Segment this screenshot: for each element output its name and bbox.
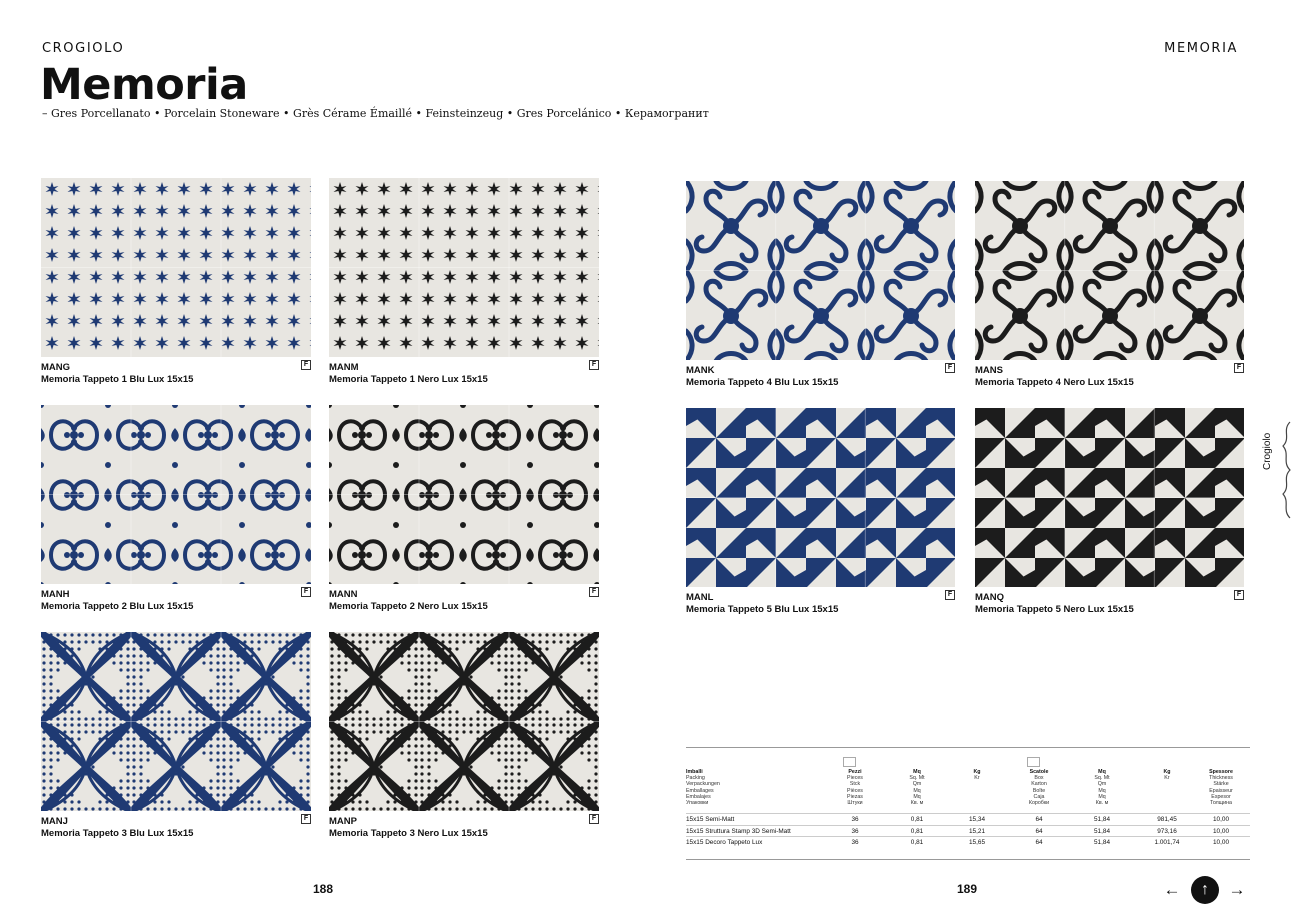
- tile-card[interactable]: [41, 178, 311, 385]
- table-cell: 64: [1035, 827, 1043, 835]
- header-translation: Box: [1034, 775, 1044, 782]
- table-cell: 981,45: [1157, 816, 1177, 823]
- table-header-cell: [1201, 769, 1241, 806]
- tile-code: MANK: [686, 365, 715, 376]
- side-ornament: [1282, 420, 1291, 520]
- carton-stack-icon: [1027, 757, 1040, 767]
- series-header-right: MEMORIA: [1164, 41, 1238, 56]
- table-header-cell: [900, 769, 934, 806]
- arrow-up-icon: ↑: [1201, 881, 1209, 898]
- table-rule-bottom: [686, 859, 1250, 860]
- tile-name: Memoria Tappeto 4 Nero Lux 15x15: [975, 377, 1134, 388]
- page-number-right: 189: [957, 882, 978, 896]
- tile-card[interactable]: [975, 408, 1244, 615]
- tile-name: Memoria Tappeto 5 Nero Lux 15x15: [975, 604, 1134, 615]
- page-number-left: 188: [313, 882, 334, 896]
- header-translation: Pièces: [847, 787, 863, 794]
- header-translation: Stärke: [1213, 781, 1229, 788]
- header-translation: Thickness: [1209, 775, 1233, 782]
- header-translation: Piezas: [847, 793, 863, 800]
- header-translation: Embalajes: [686, 793, 711, 800]
- header-label: Pezzi: [848, 769, 862, 775]
- header-translation: Pieces: [847, 775, 863, 782]
- tile-card[interactable]: [41, 632, 311, 839]
- table-cell: 10,00: [1213, 839, 1229, 846]
- arrow-left-icon: ←: [1163, 880, 1181, 899]
- tile-code: MANP: [329, 816, 357, 827]
- back-to-top-button[interactable]: [1191, 876, 1219, 904]
- header-translation: Qm: [1097, 781, 1107, 788]
- header-translation: Кв. м: [910, 800, 924, 807]
- table-cell: 15x15 Decoro Tappeto Lux: [686, 839, 763, 846]
- header-translation: Caja: [1033, 793, 1045, 800]
- table-header-cell: [962, 769, 992, 781]
- table-header-cell: [1147, 769, 1187, 781]
- material-subtitle: – Gres Porcellanato • Porcelain Stoneware • Grès Cérame Émaillé • Feinsteinzeug • Gres Porcelánico • Керамогранит: [42, 107, 709, 120]
- tile-name: Memoria Tappeto 1 Blu Lux 15x15: [41, 374, 194, 385]
- table-cell: 15,34: [969, 816, 985, 823]
- tile-name: Memoria Tappeto 1 Nero Lux 15x15: [329, 374, 488, 385]
- tile-swatch: [41, 178, 311, 357]
- tile-card[interactable]: [686, 181, 955, 388]
- finish-badge: F: [1234, 590, 1244, 600]
- tile-name: Memoria Tappeto 4 Blu Lux 15x15: [686, 377, 839, 388]
- finish-badge: F: [589, 360, 599, 370]
- page-title: Memoria: [40, 60, 248, 110]
- arrow-right-icon: →: [1228, 880, 1246, 899]
- header-translation: Boîte: [1032, 787, 1046, 794]
- finish-badge: F: [589, 587, 599, 597]
- header-label: Kg: [1163, 769, 1171, 775]
- header-translation: Kг: [974, 775, 980, 782]
- table-cell: 51,84: [1094, 839, 1110, 846]
- table-cell: 36: [851, 839, 859, 846]
- header-label: Spessore: [1209, 769, 1233, 775]
- table-cell: 15x15 Struttura Stamp 3D Semi-Matt: [686, 827, 791, 835]
- brand-name: CROGIOLO: [42, 41, 125, 56]
- header-translation: Epaisseur: [1209, 787, 1233, 794]
- tile-code: MANJ: [41, 816, 68, 827]
- header-translation: Упаковки: [686, 800, 709, 807]
- finish-badge: F: [301, 360, 311, 370]
- header-translation: Sq. Mt: [1094, 775, 1110, 782]
- prev-page-button[interactable]: [1160, 876, 1184, 904]
- table-cell: 0,81: [910, 839, 924, 846]
- header-label: Mq: [913, 769, 921, 775]
- tile-card[interactable]: [329, 405, 599, 612]
- table-cell: 1.001,74: [1154, 839, 1180, 846]
- header-translation: Qm: [912, 781, 922, 788]
- tile-swatch: [686, 408, 955, 587]
- table-cell: 51,84: [1094, 816, 1110, 823]
- table-header-cell: [1085, 769, 1119, 806]
- header-label: Mq: [1098, 769, 1106, 775]
- finish-badge: F: [589, 814, 599, 824]
- tile-code: MANQ: [975, 592, 1005, 603]
- table-cell: 10,00: [1213, 827, 1229, 835]
- header-translation: Mq: [1098, 787, 1106, 794]
- tile-swatch: [686, 181, 955, 360]
- header-translation: Mq: [913, 793, 921, 800]
- header-translation: Mq: [1098, 793, 1106, 800]
- finish-badge: F: [945, 363, 955, 373]
- table-row: [686, 825, 1250, 837]
- header-translation: Kг: [1164, 775, 1170, 782]
- header-translation: Espesor: [1211, 793, 1231, 800]
- header-translation: Packing: [686, 775, 705, 782]
- tile-code: MANN: [329, 589, 358, 600]
- tile-swatch: [41, 405, 311, 584]
- table-cell: 973,16: [1157, 827, 1177, 835]
- table-header-cell: [1022, 769, 1056, 806]
- side-brand-label: Crogiolo: [1262, 432, 1273, 470]
- table-cell: 15x15 Semi-Matt: [686, 816, 735, 823]
- tile-swatch: [329, 405, 599, 584]
- header-label: Scatole: [1029, 769, 1049, 775]
- finish-badge: F: [301, 587, 311, 597]
- table-cell: 36: [851, 816, 859, 823]
- tile-name: Memoria Tappeto 2 Blu Lux 15x15: [41, 601, 194, 612]
- table-cell: 0,81: [910, 816, 924, 823]
- table-cell: 64: [1035, 816, 1043, 823]
- tile-code: MANL: [686, 592, 714, 603]
- header-translation: Emballages: [686, 787, 714, 794]
- header-translation: Stck: [849, 781, 861, 788]
- table-cell: 51,84: [1094, 827, 1110, 835]
- header-translation: Штуки: [847, 800, 863, 807]
- header-label: Imballi: [686, 769, 703, 775]
- header-translation: Кв. м: [1095, 800, 1109, 807]
- table-cell: 64: [1035, 839, 1043, 846]
- tile-code: MANS: [975, 365, 1003, 376]
- tile-swatch: [975, 408, 1244, 587]
- tile-swatch: [41, 632, 311, 811]
- finish-badge: F: [1234, 363, 1244, 373]
- header-translation: Толщина: [1210, 800, 1232, 807]
- table-cell: 0,81: [910, 827, 924, 835]
- tile-name: Memoria Tappeto 2 Nero Lux 15x15: [329, 601, 488, 612]
- next-page-button[interactable]: [1225, 876, 1249, 904]
- table-cell: 10,00: [1213, 816, 1229, 823]
- tile-code: MANG: [41, 362, 71, 373]
- tile-code: MANM: [329, 362, 359, 373]
- table-rule-top: [686, 747, 1250, 748]
- tile-card[interactable]: [329, 178, 599, 385]
- table-cell: 15,65: [969, 839, 985, 846]
- tile-name: Memoria Tappeto 3 Nero Lux 15x15: [329, 828, 488, 839]
- tile-swatch: [975, 181, 1244, 360]
- table-header-cell: [838, 769, 872, 806]
- finish-badge: F: [945, 590, 955, 600]
- tile-card[interactable]: [686, 408, 955, 615]
- table-cell: 15,21: [969, 827, 985, 835]
- header-label: Kg: [973, 769, 981, 775]
- tile-swatch: [329, 632, 599, 811]
- finish-badge: F: [301, 814, 311, 824]
- table-row: [686, 813, 1250, 825]
- tile-code: MANH: [41, 589, 70, 600]
- tile-card[interactable]: [329, 632, 599, 839]
- table-row: [686, 836, 1250, 848]
- tile-name: Memoria Tappeto 3 Blu Lux 15x15: [41, 828, 194, 839]
- table-cell: 36: [851, 827, 859, 835]
- tile-card[interactable]: [975, 181, 1244, 388]
- tile-swatch: [329, 178, 599, 357]
- table-header-cell: [686, 769, 746, 806]
- header-translation: Sq. Mt: [909, 775, 925, 782]
- header-translation: Коробки: [1028, 800, 1050, 807]
- box-icon: [843, 757, 856, 767]
- header-translation: Karton: [1031, 781, 1047, 788]
- tile-card[interactable]: [41, 405, 311, 612]
- header-translation: Mq: [913, 787, 921, 794]
- tile-name: Memoria Tappeto 5 Blu Lux 15x15: [686, 604, 839, 615]
- header-translation: Verpackungen: [686, 781, 720, 788]
